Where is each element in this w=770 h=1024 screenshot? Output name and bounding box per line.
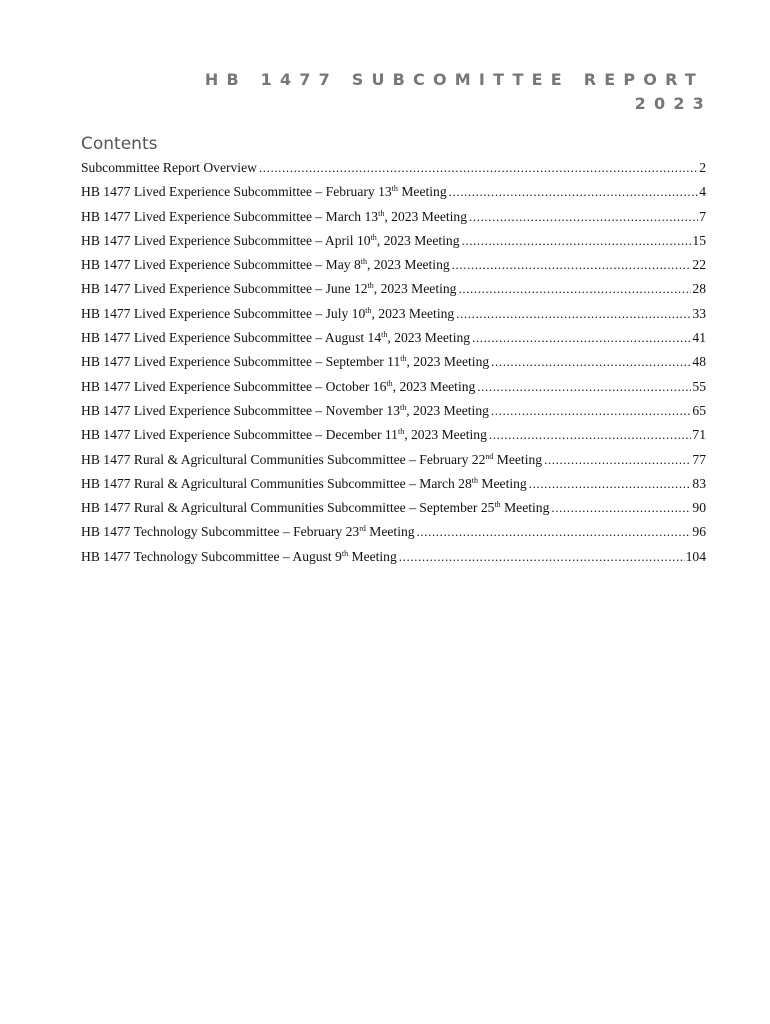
toc-entry[interactable] — [81, 520, 706, 544]
toc-entry-title-main: HB 1477 Lived Experience Subcommittee – March 13 — [81, 208, 379, 224]
toc-page-number: 15 — [692, 232, 706, 248]
toc-entry-ordinal-suffix: th — [494, 500, 501, 510]
toc-entry-ordinal-suffix: th — [378, 208, 385, 218]
toc-entry-title-tail: Meeting — [500, 500, 550, 516]
toc-entry[interactable] — [81, 277, 706, 301]
toc-page-number: 55 — [692, 378, 706, 394]
toc-entry-title-tail: , 2023 Meeting — [392, 378, 476, 394]
toc-entry-title-main: HB 1477 Lived Experience Subcommittee – May 8 — [81, 257, 361, 273]
toc-page-number: 77 — [692, 451, 706, 467]
toc-entry-ordinal-suffix: th — [367, 281, 374, 291]
toc-entry-title — [81, 399, 489, 423]
toc-entry-title — [81, 545, 397, 569]
toc-entry-ordinal-suffix: th — [341, 548, 349, 558]
toc-entry-title-main: HB 1477 Lived Experience Subcommittee – November 13 — [81, 402, 400, 418]
report-title-line-1: HB 1477 SUBCOMITTEE REPORT — [204, 70, 704, 89]
toc-entry-title-tail: Meeting — [365, 524, 415, 540]
dot-leader — [462, 229, 692, 253]
toc-page-number: 28 — [692, 281, 706, 297]
toc-entry-ordinal-suffix: th — [391, 184, 398, 194]
toc-entry-title — [81, 423, 487, 447]
dot-leader — [449, 180, 699, 204]
toc-entry-title-main: HB 1477 Lived Experience Subcommittee – October 16 — [81, 378, 387, 394]
toc-page-number: 65 — [692, 402, 706, 418]
toc-entry[interactable] — [81, 205, 706, 229]
toc-entry-ordinal-suffix: th — [397, 427, 405, 437]
toc-entry[interactable] — [81, 399, 706, 423]
toc-entry-title-main: HB 1477 Technology Subcommittee – August 9 — [81, 548, 342, 564]
toc-page-number: 83 — [692, 475, 706, 491]
toc-entry-title-tail: , 2023 Meeting — [371, 305, 455, 321]
toc-entry-title-tail: , 2023 Meeting — [406, 354, 490, 370]
toc-entry[interactable] — [81, 180, 706, 204]
toc-page-number: 22 — [692, 257, 706, 273]
toc-page-number: 104 — [685, 548, 706, 564]
toc-page-number: 71 — [692, 427, 706, 443]
toc-entry-title-main: HB 1477 Rural & Agricultural Communities Subcommittee – September 25 — [81, 500, 495, 516]
toc-entry-title-main: HB 1477 Lived Experience Subcommittee – December 11 — [81, 427, 398, 443]
toc-entry-title — [81, 205, 467, 229]
toc-entry[interactable] — [81, 350, 706, 374]
toc-entry-title-main: Subcommittee Report Overview — [81, 160, 257, 175]
report-title-line-2: 2023 — [634, 94, 712, 113]
toc-entry-ordinal-suffix: th — [360, 257, 367, 267]
toc-entry-title-tail: , 2023 Meeting — [376, 232, 460, 248]
toc-page-number: 33 — [692, 305, 706, 321]
toc-entry-title-main: HB 1477 Rural & Agricultural Communities Subcommittee – February 22 — [81, 451, 486, 467]
toc-page-number: 4 — [699, 184, 706, 200]
toc-page-number: 90 — [692, 500, 706, 516]
toc-entry-ordinal-suffix: th — [400, 354, 407, 364]
toc-entry-title-main: HB 1477 Technology Subcommittee – February 23 — [81, 524, 360, 540]
toc-entry-title-tail: Meeting — [348, 548, 397, 564]
dot-leader — [458, 277, 691, 301]
toc-entry-title-tail: , 2023 Meeting — [404, 427, 487, 443]
toc-entry-title-main: HB 1477 Lived Experience Subcommittee – September 11 — [81, 354, 401, 370]
toc-entry-title-tail: , 2023 Meeting — [387, 330, 471, 346]
toc-entry-ordinal-suffix: th — [370, 232, 377, 242]
report-title — [184, 68, 712, 116]
toc-entry-title-tail: Meeting — [493, 451, 543, 467]
toc-entry-ordinal-suffix: th — [365, 305, 372, 315]
toc-entry[interactable] — [81, 472, 706, 496]
dot-leader — [399, 545, 685, 569]
toc-entry-ordinal-suffix: th — [471, 475, 479, 485]
toc-entry-title — [81, 520, 415, 544]
toc-entry-title — [81, 326, 470, 350]
toc-entry-title — [81, 180, 447, 204]
toc-entry-title — [81, 253, 450, 277]
toc-entry[interactable] — [81, 156, 706, 180]
toc-page-number: 96 — [692, 524, 706, 540]
toc-page-number: 2 — [699, 160, 706, 175]
toc-entry-title — [81, 496, 549, 520]
toc-entry[interactable] — [81, 545, 706, 569]
toc-entry[interactable] — [81, 302, 706, 326]
toc-entry-title-tail: , 2023 Meeting — [406, 402, 489, 418]
dot-leader — [259, 156, 698, 180]
toc-entry-title-main: HB 1477 Lived Experience Subcommittee – June 12 — [81, 281, 368, 297]
toc-entry[interactable] — [81, 229, 706, 253]
toc-entry-title — [81, 350, 489, 374]
toc-entry-title-tail: , 2023 Meeting — [373, 281, 457, 297]
toc-entry-ordinal-suffix: th — [381, 330, 388, 340]
toc-entry-title — [81, 448, 542, 472]
dot-leader — [529, 472, 692, 496]
dot-leader — [417, 520, 692, 544]
toc-entry[interactable] — [81, 253, 706, 277]
toc-entry[interactable] — [81, 326, 706, 350]
dot-leader — [544, 448, 691, 472]
toc-entry-title — [81, 277, 456, 301]
toc-entry-title — [81, 472, 527, 496]
toc-entry-title-main: HB 1477 Lived Experience Subcommittee – July 10 — [81, 305, 366, 321]
toc-entry-title-tail: Meeting — [397, 184, 447, 200]
toc-entry-title — [81, 375, 475, 399]
dot-leader — [491, 350, 691, 374]
toc-page-number: 7 — [699, 208, 706, 224]
toc-entry[interactable] — [81, 375, 706, 399]
dot-leader — [469, 205, 698, 229]
toc-page-number: 48 — [692, 354, 706, 370]
toc-entry-title — [81, 229, 460, 253]
toc-entry-title-main: HB 1477 Rural & Agricultural Communities Subcommittee – March 28 — [81, 475, 472, 491]
toc-entry[interactable] — [81, 496, 706, 520]
toc-entry-title — [81, 302, 454, 326]
toc-entry-title-tail: Meeting — [478, 475, 527, 491]
table-of-contents — [81, 156, 706, 569]
toc-entry-ordinal-suffix: nd — [485, 451, 494, 461]
toc-entry-ordinal-suffix: rd — [359, 524, 366, 534]
toc-entry-title-tail: , 2023 Meeting — [384, 208, 468, 224]
dot-leader — [491, 399, 691, 423]
toc-entry-title-main: HB 1477 Lived Experience Subcommittee – February 13 — [81, 184, 392, 200]
toc-entry-ordinal-suffix: th — [386, 378, 393, 388]
dot-leader — [456, 302, 691, 326]
toc-entry[interactable] — [81, 448, 706, 472]
toc-entry-title — [81, 156, 257, 180]
dot-leader — [489, 423, 692, 447]
dot-leader — [551, 496, 691, 520]
dot-leader — [477, 375, 691, 399]
toc-page-number: 41 — [692, 330, 706, 346]
toc-entry-title-main: HB 1477 Lived Experience Subcommittee – August 14 — [81, 330, 382, 346]
toc-entry-title-tail: , 2023 Meeting — [366, 257, 450, 273]
dot-leader — [452, 253, 692, 277]
contents-heading: Contents — [81, 134, 158, 154]
toc-entry-ordinal-suffix: th — [400, 402, 407, 412]
toc-entry-title-main: HB 1477 Lived Experience Subcommittee – April 10 — [81, 232, 371, 248]
dot-leader — [472, 326, 691, 350]
toc-entry[interactable] — [81, 423, 706, 447]
